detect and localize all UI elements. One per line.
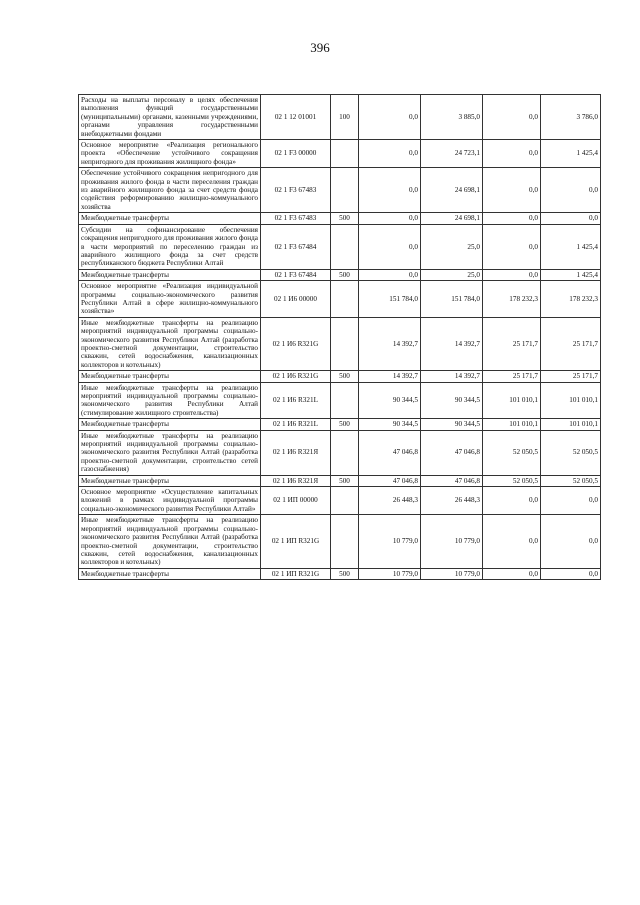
- row-value-1: 47 046,8: [359, 475, 421, 486]
- row-value-3: 25 171,7: [483, 317, 541, 370]
- row-description: Межбюджетные трансферты: [79, 475, 261, 486]
- row-value-3: 52 050,5: [483, 430, 541, 475]
- row-value-2: 151 784,0: [421, 281, 483, 318]
- row-description: Расходы на выплаты персоналу в целях обеспечения выполнения функций государственными (муниципальными) органами, казенными учреждениями, органами управления государственными внебюджетными фондами: [79, 95, 261, 140]
- row-value-3: 0,0: [483, 140, 541, 168]
- row-value-2: 25,0: [421, 224, 483, 269]
- row-description: Основное мероприятие «Реализация регионального проекта «Обеспечение устойчивого сокращения непригодного для проживания жилищного фонда»: [79, 140, 261, 168]
- row-value-4: 52 050,5: [541, 475, 601, 486]
- row-value-1: 10 779,0: [359, 568, 421, 579]
- row-description: Межбюджетные трансферты: [79, 371, 261, 382]
- row-expense-type: 500: [331, 419, 359, 430]
- row-value-3: 25 171,7: [483, 371, 541, 382]
- row-value-2: 47 046,8: [421, 430, 483, 475]
- row-value-4: 3 786,0: [541, 95, 601, 140]
- row-code: 02 1 ИП R321G: [261, 515, 331, 568]
- row-value-3: 0,0: [483, 95, 541, 140]
- row-value-2: 90 344,5: [421, 419, 483, 430]
- row-value-1: 0,0: [359, 168, 421, 213]
- table-row: [79, 213, 601, 224]
- table-row: [79, 430, 601, 475]
- row-value-4: 0,0: [541, 168, 601, 213]
- row-code: 02 1 И6 R321Я: [261, 430, 331, 475]
- row-description: Иные межбюджетные трансферты на реализацию мероприятий индивидуальной программы социально-экономического развития Республики Алтай (разработка проектно-сметной документации, строительство сетей газоснабжения): [79, 430, 261, 475]
- row-expense-type: 500: [331, 213, 359, 224]
- row-value-3: 52 050,5: [483, 475, 541, 486]
- row-value-4: 52 050,5: [541, 430, 601, 475]
- row-value-3: 0,0: [483, 213, 541, 224]
- row-value-2: 10 779,0: [421, 515, 483, 568]
- table-row: [79, 281, 601, 318]
- row-value-1: 0,0: [359, 269, 421, 280]
- row-value-1: 90 344,5: [359, 419, 421, 430]
- row-expense-type: 100: [331, 95, 359, 140]
- row-description: Субсидии на софинансирование обеспечения сокращения непригодного для проживания жилого фонда в части мероприятий по переселению граждан из аварийного жилищного фонда за счет средств республиканского бюджета Республики Алтай: [79, 224, 261, 269]
- row-code: 02 1 И6 R321G: [261, 317, 331, 370]
- row-value-1: 47 046,8: [359, 430, 421, 475]
- row-description: Иные межбюджетные трансферты на реализацию мероприятий индивидуальной программы социально-экономического развития Республики Алтай (разработка проектно-сметной документации, строительство скважин, сетей водоснабжения, канализационных коллекторов и котельных): [79, 317, 261, 370]
- row-value-1: 0,0: [359, 95, 421, 140]
- row-value-3: 101 010,1: [483, 419, 541, 430]
- row-value-3: 0,0: [483, 224, 541, 269]
- row-value-2: 14 392,7: [421, 317, 483, 370]
- row-value-3: 0,0: [483, 269, 541, 280]
- row-value-2: 26 448,3: [421, 487, 483, 515]
- row-value-4: 0,0: [541, 487, 601, 515]
- row-expense-type: 500: [331, 269, 359, 280]
- row-code: 02 1 F3 00000: [261, 140, 331, 168]
- row-code: 02 1 F3 67483: [261, 213, 331, 224]
- row-value-2: 25,0: [421, 269, 483, 280]
- row-code: 02 1 И6 R321G: [261, 371, 331, 382]
- row-value-4: 1 425,4: [541, 269, 601, 280]
- row-code: 02 1 12 01001: [261, 95, 331, 140]
- row-value-1: 0,0: [359, 213, 421, 224]
- row-expense-type: 500: [331, 568, 359, 579]
- row-expense-type: 500: [331, 475, 359, 486]
- row-description: Межбюджетные трансферты: [79, 568, 261, 579]
- table-row: [79, 515, 601, 568]
- row-description: Межбюджетные трансферты: [79, 269, 261, 280]
- row-value-4: 101 010,1: [541, 382, 601, 419]
- row-value-1: 151 784,0: [359, 281, 421, 318]
- row-description: Иные межбюджетные трансферты на реализацию мероприятий индивидуальной программы социально-экономического развития Республики Алтай (стимулирование жилищного строительства): [79, 382, 261, 419]
- row-value-3: 101 010,1: [483, 382, 541, 419]
- row-expense-type: [331, 487, 359, 515]
- page-number: 396: [310, 40, 330, 55]
- row-value-4: 0,0: [541, 515, 601, 568]
- row-value-4: 0,0: [541, 568, 601, 579]
- row-code: 02 1 И6 R321L: [261, 382, 331, 419]
- row-value-1: 14 392,7: [359, 371, 421, 382]
- table-row: [79, 568, 601, 579]
- row-code: 02 1 И6 R321Я: [261, 475, 331, 486]
- row-code: 02 1 F3 67484: [261, 224, 331, 269]
- row-description: Обеспечение устойчивого сокращения непригодного для проживания жилого фонда в части переселения граждан из аварийного жилищного фонда за счет средств фонда содействия реформированию жилищно-коммунального хозяйства: [79, 168, 261, 213]
- row-value-2: 24 723,1: [421, 140, 483, 168]
- row-expense-type: [331, 317, 359, 370]
- row-value-1: 90 344,5: [359, 382, 421, 419]
- table-row: [79, 168, 601, 213]
- row-value-2: 47 046,8: [421, 475, 483, 486]
- row-value-4: 101 010,1: [541, 419, 601, 430]
- row-value-1: 0,0: [359, 140, 421, 168]
- row-code: 02 1 ИП R321G: [261, 568, 331, 579]
- row-value-1: 0,0: [359, 224, 421, 269]
- row-value-4: 178 232,3: [541, 281, 601, 318]
- row-value-4: 1 425,4: [541, 224, 601, 269]
- row-description: Межбюджетные трансферты: [79, 419, 261, 430]
- row-expense-type: [331, 515, 359, 568]
- table-row: [79, 269, 601, 280]
- row-value-3: 0,0: [483, 168, 541, 213]
- row-code: 02 1 F3 67484: [261, 269, 331, 280]
- row-value-2: 24 698,1: [421, 213, 483, 224]
- row-description: Иные межбюджетные трансферты на реализацию мероприятий индивидуальной программы социально-экономического развития Республики Алтай (разработка проектно-сметной документации, строительство скважин, сетей водоснабжения, канализационных коллекторов и котельных): [79, 515, 261, 568]
- table-row: [79, 382, 601, 419]
- row-value-1: 14 392,7: [359, 317, 421, 370]
- row-expense-type: [331, 168, 359, 213]
- table-row: [79, 95, 601, 140]
- row-code: 02 1 И6 00000: [261, 281, 331, 318]
- row-value-4: 0,0: [541, 213, 601, 224]
- budget-table: [78, 94, 601, 580]
- row-value-4: 25 171,7: [541, 371, 601, 382]
- row-code: 02 1 И6 R321L: [261, 419, 331, 430]
- table-row: [79, 224, 601, 269]
- row-value-2: 24 698,1: [421, 168, 483, 213]
- row-expense-type: 500: [331, 371, 359, 382]
- row-code: 02 1 ИП 00000: [261, 487, 331, 515]
- row-value-1: 26 448,3: [359, 487, 421, 515]
- row-value-2: 14 392,7: [421, 371, 483, 382]
- row-value-4: 1 425,4: [541, 140, 601, 168]
- row-value-1: 10 779,0: [359, 515, 421, 568]
- row-description: Основное мероприятие «Осуществление капитальных вложений в рамках индивидуальной программы социально-экономического развития Республики Алтай»: [79, 487, 261, 515]
- table-row: [79, 140, 601, 168]
- row-value-4: 25 171,7: [541, 317, 601, 370]
- row-expense-type: [331, 140, 359, 168]
- row-value-2: 90 344,5: [421, 382, 483, 419]
- row-expense-type: [331, 430, 359, 475]
- row-code: 02 1 F3 67483: [261, 168, 331, 213]
- table-row: [79, 475, 601, 486]
- row-expense-type: [331, 382, 359, 419]
- table-row: [79, 419, 601, 430]
- table-row: [79, 371, 601, 382]
- row-value-3: 178 232,3: [483, 281, 541, 318]
- table-row: [79, 487, 601, 515]
- row-description: Межбюджетные трансферты: [79, 213, 261, 224]
- table-row: [79, 317, 601, 370]
- row-expense-type: [331, 224, 359, 269]
- row-value-2: 3 885,0: [421, 95, 483, 140]
- row-expense-type: [331, 281, 359, 318]
- row-value-3: 0,0: [483, 515, 541, 568]
- row-value-2: 10 779,0: [421, 568, 483, 579]
- row-description: Основное мероприятие «Реализация индивидуальной программы социально-экономического развития Республики Алтай в сфере жилищно-коммунального хозяйства»: [79, 281, 261, 318]
- row-value-3: 0,0: [483, 487, 541, 515]
- row-value-3: 0,0: [483, 568, 541, 579]
